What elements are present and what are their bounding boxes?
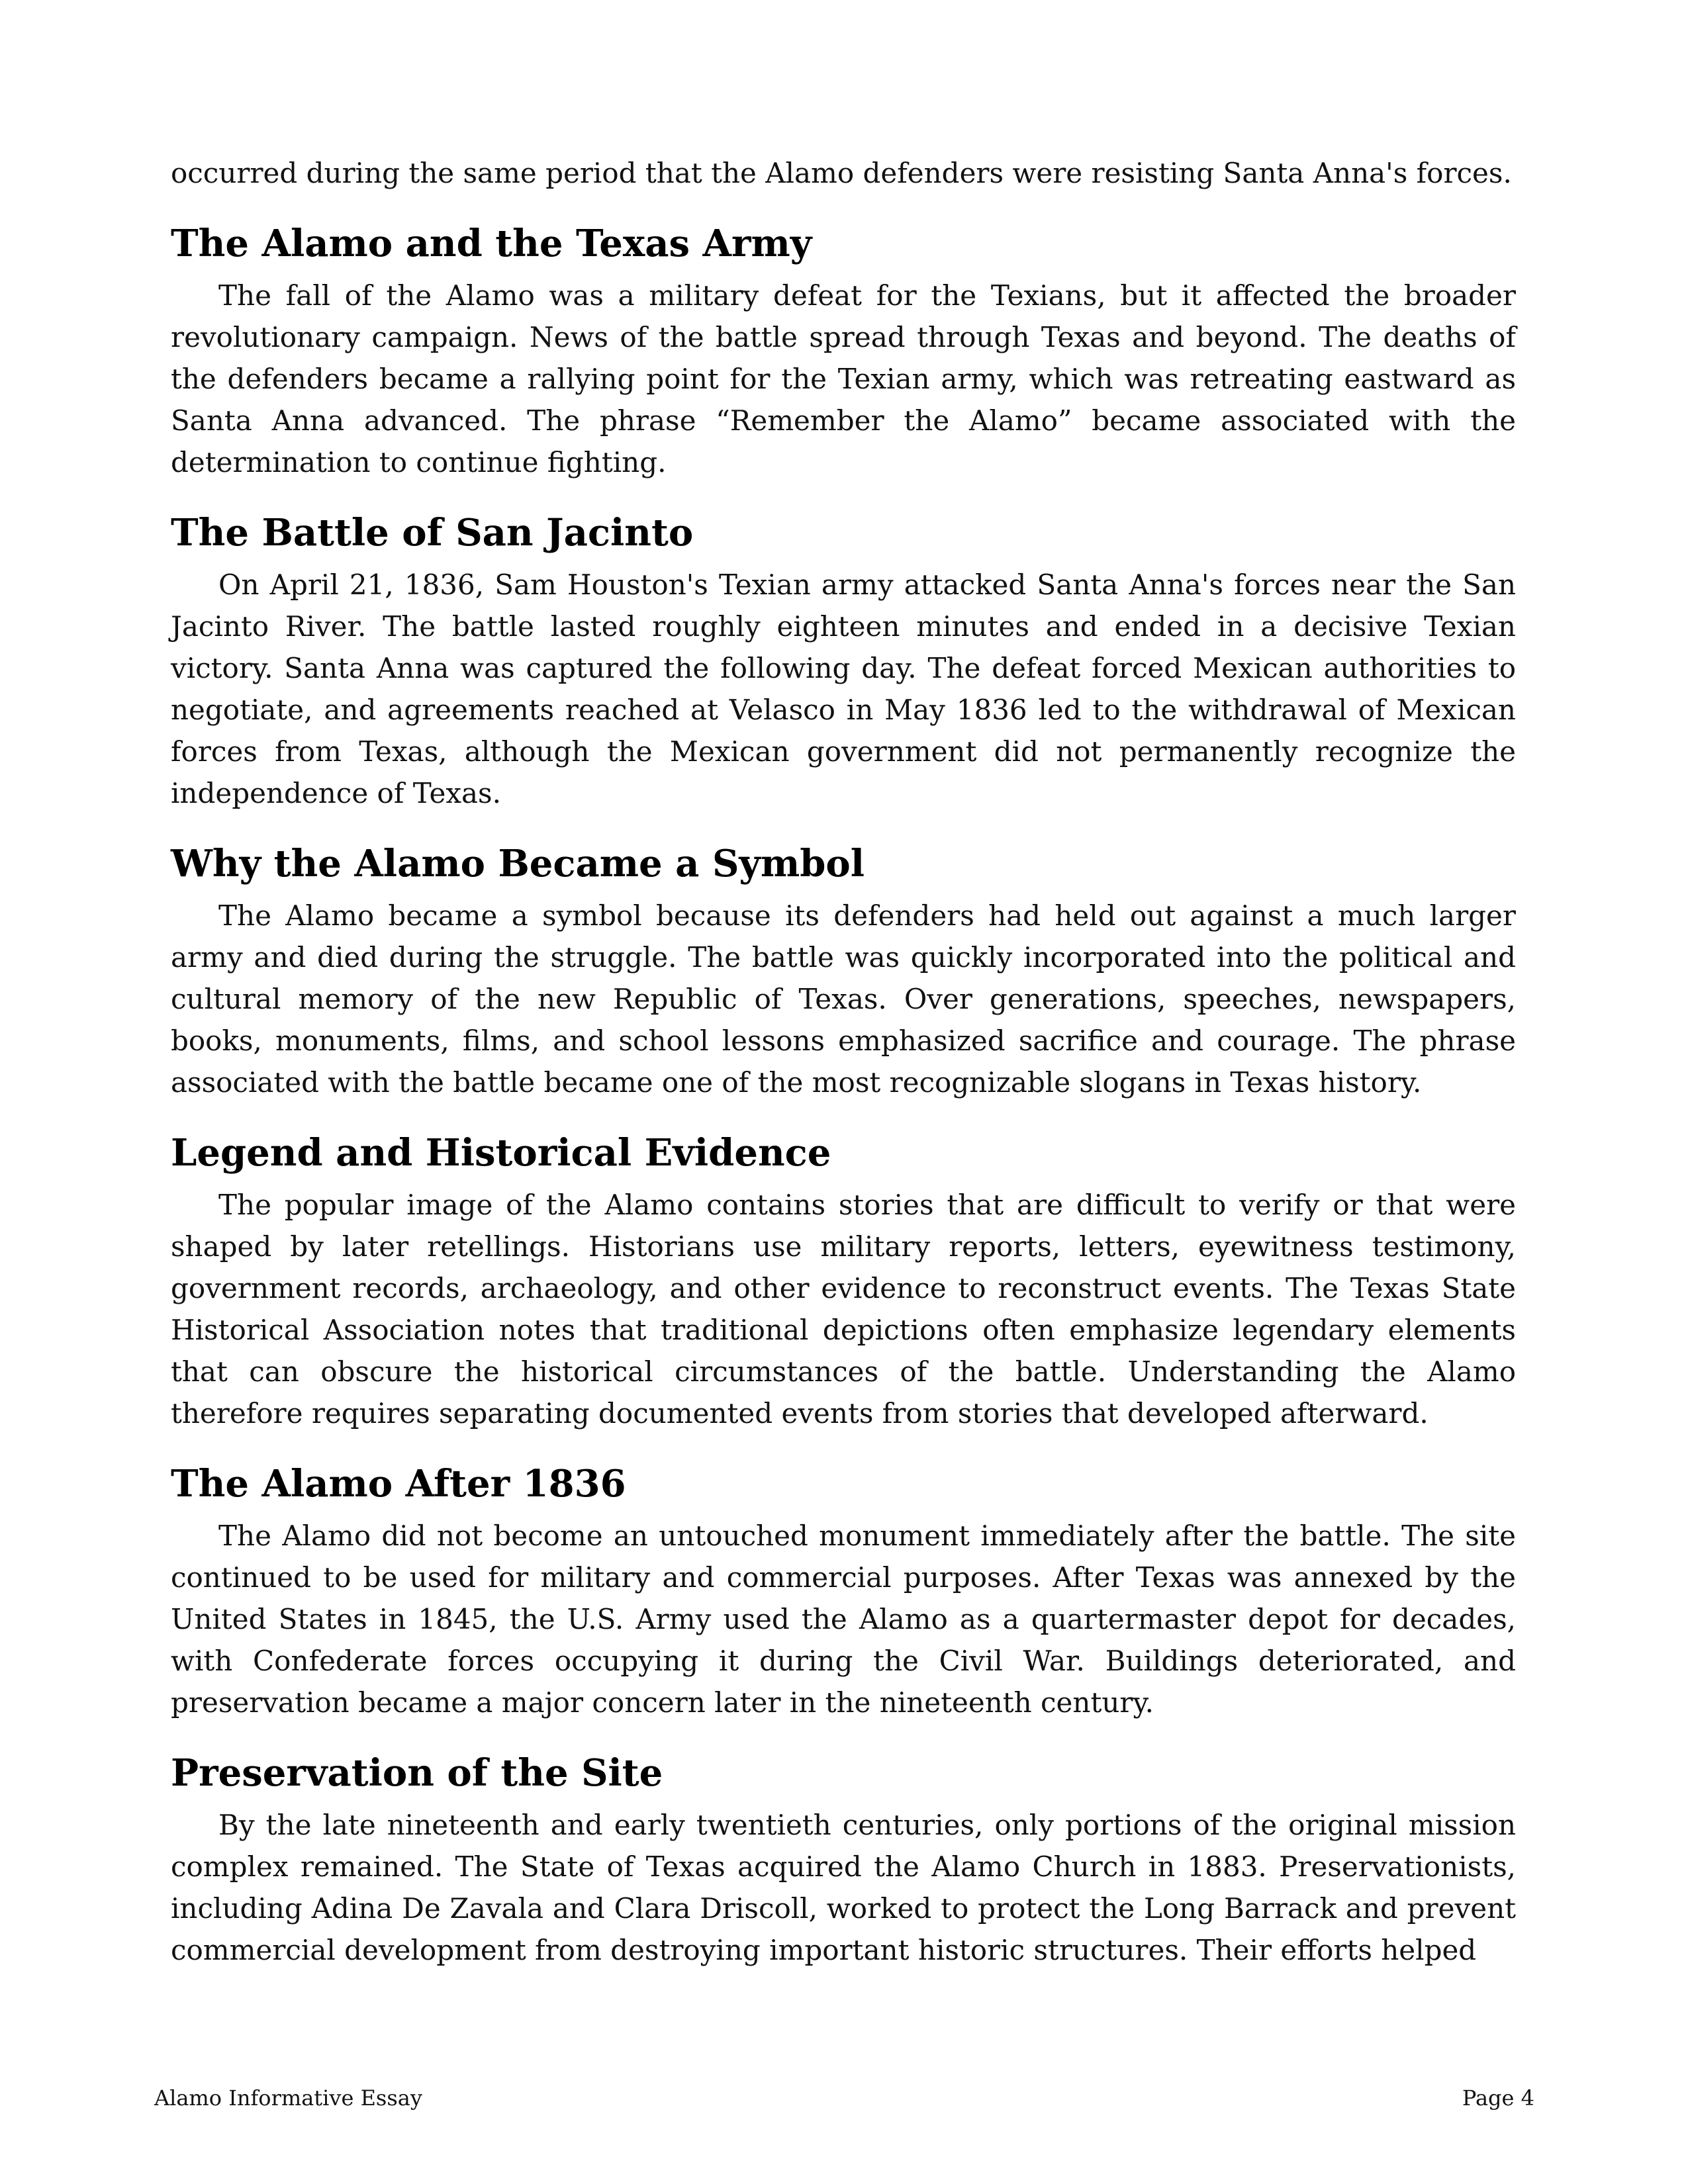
section-body-texas-army: The fall of the Alamo was a military defeat for the Texians, but it affected the broader revolutionary campaign. News of the battle spread through Texas and beyond. The deaths of the defenders became a rallying point for the Texian army, which was retreating eastward as Santa Anna advanced. The phrase “Remember the Alamo” became associated with the determination to continue fighting.	[171, 279, 1516, 478]
section-body-san-jacinto: On April 21, 1836, Sam Houston's Texian army attacked Santa Anna's forces near the San Jacinto River. The battle lasted roughly eighteen minutes and ended in a decisive Texian victory. Santa Anna was captured the following day. The defeat forced Mexican authorities to negotiate, and agreements reached at Velasco in May 1836 led to the withdrawal of Mexican forces from Texas, although the Mexican government did not permanently recognize the independence of Texas.	[171, 569, 1516, 809]
section-body-symbol: The Alamo became a symbol because its defenders had held out against a much larger army and died during the struggle. The battle was quickly incorporated into the political and cultural memory of the new Republic of Texas. Over generations, speeches, newspapers, books, monuments, films, and school lessons emphasized sacrifice and courage. The phrase associated with the battle became one of the most recognizable slogans in Texas history.	[171, 899, 1516, 1099]
section-body-after-1836: The Alamo did not become an untouched monument immediately after the battle. The site continued to be used for military and commercial purposes. After Texas was annexed by the United States in 1845, the U.S. Army used the Alamo as a quartermaster depot for decades, with Confederate forces occupying it during the Civil War. Buildings deteriorated, and preservation became a major concern later in the nineteenth century.	[171, 1520, 1516, 1719]
section-body-preservation: By the late nineteenth and early twentieth centuries, only portions of the original mission complex remained. The State of Texas acquired the Alamo Church in 1883. Preservationists, including Adina De Zavala and Clara Driscoll, worked to protect the Long Barrack and prevent commercial development from destroying important historic structures. Their efforts helped	[171, 1809, 1516, 1966]
footer-document-title: Alamo Informative Essay	[154, 2085, 422, 2111]
document-page	[171, 152, 1516, 1971]
continued-paragraph: occurred during the same period that the Alamo defenders were resisting Santa Anna's forces.	[171, 157, 1512, 189]
section-body-legend: The popular image of the Alamo contains stories that are difficult to verify or that were shaped by later retellings. Historians use military reports, letters, eyewitness testimony, government records, archaeology, and other evidence to reconstruct events. The Texas State Historical Association notes that traditional depictions often emphasize legendary elements that can obscure the historical circumstances of the battle. Understanding the Alamo therefore requires separating documented events from stories that developed afterward.	[171, 1189, 1516, 1430]
section-heading-san-jacinto: The Battle of San Jacinto	[171, 511, 694, 555]
section-heading-symbol: Why the Alamo Became a Symbol	[171, 842, 865, 886]
footer-page-number: Page 4	[1462, 2085, 1534, 2111]
section-heading-after-1836: The Alamo After 1836	[171, 1462, 626, 1506]
section-heading-legend: Legend and Historical Evidence	[171, 1131, 831, 1175]
section-heading-texas-army: The Alamo and the Texas Army	[171, 222, 812, 265]
section-heading-preservation: Preservation of the Site	[171, 1751, 663, 1795]
